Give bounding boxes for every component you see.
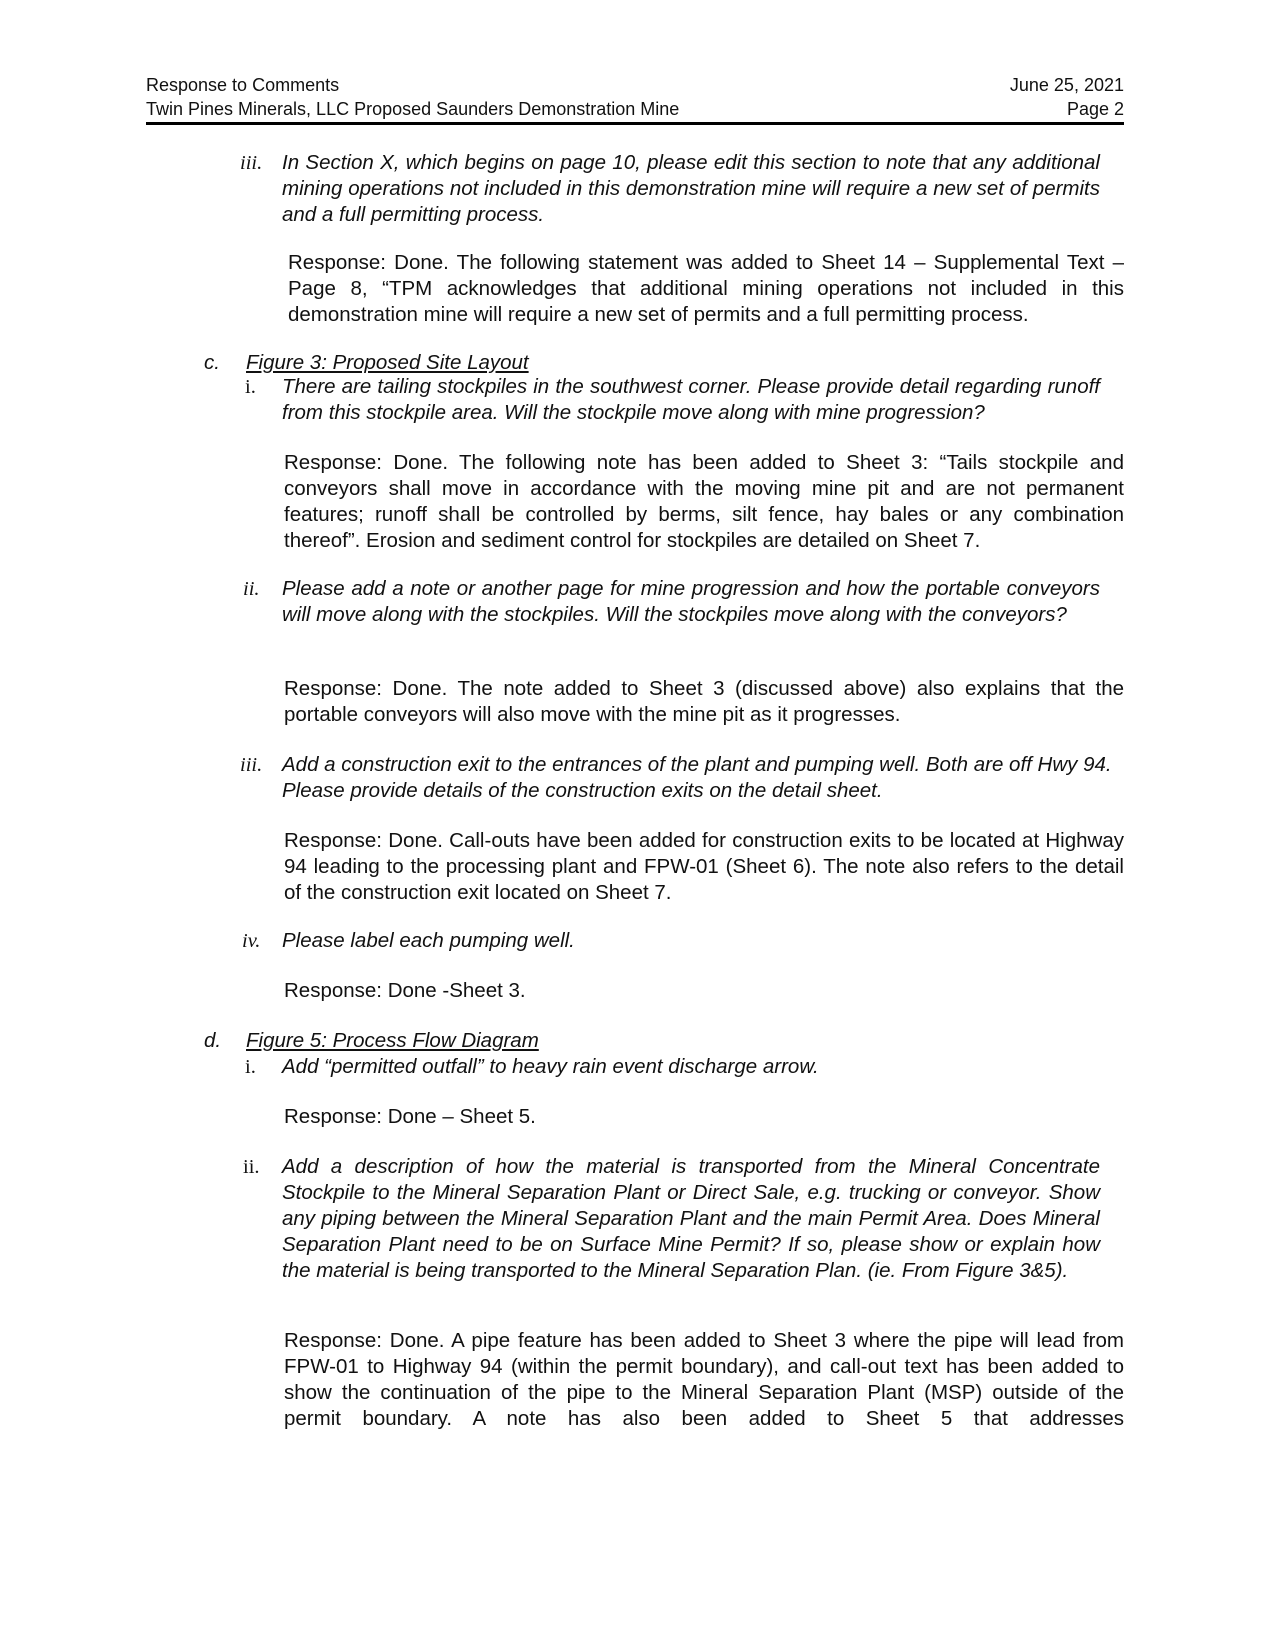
item-marker-d-i: i. <box>245 1056 256 1078</box>
header-project-title: Twin Pines Minerals, LLC Proposed Saunders Demonstration Mine <box>146 99 680 119</box>
response-c-ii: Response: Done. The note added to Sheet 3 (discussed above) also explains that the portable conveyors will also move with the mine pit as it progresses. <box>284 677 1124 726</box>
item-marker-d-ii: ii. <box>243 1156 260 1178</box>
header-line-1 <box>146 74 1124 96</box>
comment-d-i: Add “permitted outfall” to heavy rain event discharge arrow. <box>282 1055 819 1078</box>
header-doc-type: Response to Comments <box>146 75 340 95</box>
comment-c-ii: Please add a note or another page for mine progression and how the portable conveyors will move along with the stockpiles. Will the stockpiles move along with the conveyors? <box>282 577 1100 626</box>
header-date: June 25, 2021 <box>1009 75 1124 95</box>
response-c-iii: Response: Done. Call-outs have been added for construction exits to be located at Highway 94 leading to the processing plant and FPW-01 (Sheet 6). The note also refers to the detail of the construction exit located on Sheet 7. <box>284 829 1124 904</box>
response-c-i: Response: Done. The following note has been added to Sheet 3: “Tails stockpile and conveyors shall move in accordance with the moving mine pit and are not permanent features; runoff shall be controlled by berms, silt fence, hay bales or any combination thereof”. Erosion and sediment control for stockpiles are detailed on Sheet 7. <box>284 451 1124 552</box>
header-line-2 <box>146 98 1124 120</box>
comment-c-iv: Please label each pumping well. <box>282 929 575 952</box>
section-marker-d: d. <box>204 1029 222 1052</box>
header-page-number: Page 2 <box>1066 99 1124 119</box>
response-c-iv: Response: Done -Sheet 3. <box>284 979 526 1002</box>
section-marker-c: c. <box>204 351 220 374</box>
comment-c-iii: Add a construction exit to the entrances of the plant and pumping well. Both are off Hwy 94. Please provide details of the construction exits on the detail sheet. <box>282 753 1112 802</box>
item-marker-b-iii: iii. <box>240 152 263 174</box>
item-marker-c-i: i. <box>245 376 256 398</box>
response-d-ii: Response: Done. A pipe feature has been added to Sheet 3 where the pipe will lead from FPW-01 to Highway 94 (within the permit boundary), and call-out text has been added to show the continuation of the pipe to the Mineral Separation Plant (MSP) outside of the permit boundary. A note has also been added to Sheet 5 that addresses <box>284 1329 1124 1430</box>
comment-c-i: There are tailing stockpiles in the southwest corner. Please provide detail regarding runoff from this stockpile area. Will the stockpile move along with mine progression? <box>282 375 1100 424</box>
section-title-d: Figure 5: Process Flow Diagram <box>246 1029 539 1052</box>
header-rule <box>146 122 1124 125</box>
section-title-c: Figure 3: Proposed Site Layout <box>246 351 529 374</box>
comment-d-ii: Add a description of how the material is transported from the Mineral Concentrate Stockpile to the Mineral Separation Plant or Direct Sale, e.g. trucking or conveyor. Show any piping between the Mineral Separation Plant and the main Permit Area. Does Mineral Separation Plant need to be on Surface Mine Permit? If so, please show or explain how the material is being transported to the Mineral Separation Plan. (ie. From Figure 3&5). <box>282 1155 1100 1282</box>
item-marker-c-iv: iv. <box>242 930 261 952</box>
item-marker-c-iii: iii. <box>240 754 263 776</box>
response-b-iii: Response: Done. The following statement was added to Sheet 14 – Supplemental Text – Page 8, “TPM acknowledges that additional mining operations not included in this demonstration mine will require a new set of permits and a full permitting process. <box>288 251 1124 326</box>
comment-b-iii: In Section X, which begins on page 10, please edit this section to note that any additional mining operations not included in this demonstration mine will require a new set of permits and a full permitting process. <box>282 151 1100 226</box>
response-d-i: Response: Done – Sheet 5. <box>284 1105 536 1128</box>
item-marker-c-ii: ii. <box>243 578 260 600</box>
